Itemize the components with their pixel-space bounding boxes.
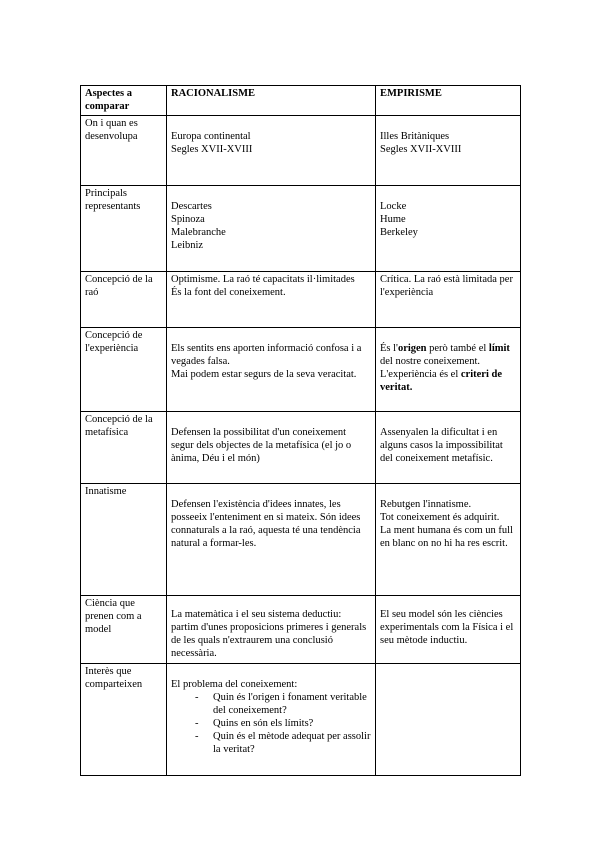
empiricism-cell: Locke Hume Berkeley xyxy=(380,201,418,238)
header-row xyxy=(81,86,521,116)
table-row xyxy=(81,664,521,776)
empiricism-cell: És l'origen però també el límit del nostre coneixement. L'experiència és el criteri de veritat. xyxy=(380,343,510,393)
comparison-table xyxy=(80,85,521,776)
table-row xyxy=(81,596,521,664)
row-aspect: On i quan es desenvolupa xyxy=(85,118,138,142)
empiricism-cell: El seu model són les ciències experimentals com la Física i el seu mètode inductiu. xyxy=(380,609,514,646)
origin-emphasis: origen xyxy=(397,343,427,354)
rationalism-cell: Els sentits ens aporten informació confosa i a vegades falsa. Mai podem estar segurs de la seva veracitat. xyxy=(171,343,362,380)
empiricism-cell: Assenyalen la dificultat i en alguns casos la impossibilitat del coneixement metafísic. xyxy=(380,427,503,464)
row-aspect: Interès que comparteixen xyxy=(85,666,143,690)
row-aspect: Innatisme xyxy=(85,486,127,497)
rationalism-cell: Defensen l'existència d'idees innates, les posseeix l'enteniment en si mateix. Són idees connaturals a la raó, aquesta té una tendència natural a formar-les. xyxy=(171,499,361,549)
criterion-emphasis: criteri de veritat. xyxy=(380,369,502,393)
empiricism-cell: Illes Britàniques Segles XVII-XVIII xyxy=(380,131,462,155)
list-item: - Quin és l'origen i fonament veritable del coneixement? xyxy=(195,691,371,717)
empiricism-cell: Crítica. La raó està limitada per l'experiència xyxy=(380,274,513,298)
header-rationalism: RACIONALISME xyxy=(167,86,376,116)
row-aspect: Concepció de l'experiència xyxy=(85,330,143,354)
table-row xyxy=(81,116,521,186)
rationalism-cell: La matemàtica i el seu sistema deductiu: partim d'unes proposicions primeres i generals de les quals n'extraurem una conclusió necessària. xyxy=(171,609,367,659)
row-aspect: Concepció de la raó xyxy=(85,274,153,298)
header-empiricism: EMPIRISME xyxy=(376,86,521,116)
table-row xyxy=(81,272,521,328)
rationalism-intro: El problema del coneixement: xyxy=(171,679,298,690)
table-row xyxy=(81,186,521,272)
question-list xyxy=(171,691,371,756)
rationalism-cell: Defensen la possibilitat d'un coneixement segur dels objectes de la metafísica (el jo o ànima, Déu i el món) xyxy=(171,427,352,464)
header-aspect: Aspectes a comparar xyxy=(81,86,167,116)
table-row xyxy=(81,328,521,412)
rationalism-cell: Optimisme. La raó té capacitats il·limitades És la font del coneixement. xyxy=(171,274,355,298)
table-row xyxy=(81,484,521,596)
rationalism-cell: Europa continental Segles XVII-XVIII xyxy=(171,131,253,155)
list-item: - Quins en són els límits? xyxy=(195,717,371,730)
limit-emphasis: límit xyxy=(488,343,510,354)
row-aspect: Principals representants xyxy=(85,188,141,212)
list-item: - Quin és el mètode adequat per assolir la veritat? xyxy=(195,730,371,756)
row-aspect: Concepció de la metafísica xyxy=(85,414,153,438)
rationalism-cell: Descartes Spinoza Malebranche Leibniz xyxy=(171,201,226,251)
row-aspect: Ciència que prenen com a model xyxy=(85,598,142,635)
empiricism-cell: Rebutgen l'innatisme. Tot coneixement és adquirit. La ment humana és com un full en blanc on no hi ha res escrit. xyxy=(380,499,513,549)
table-row xyxy=(81,412,521,484)
